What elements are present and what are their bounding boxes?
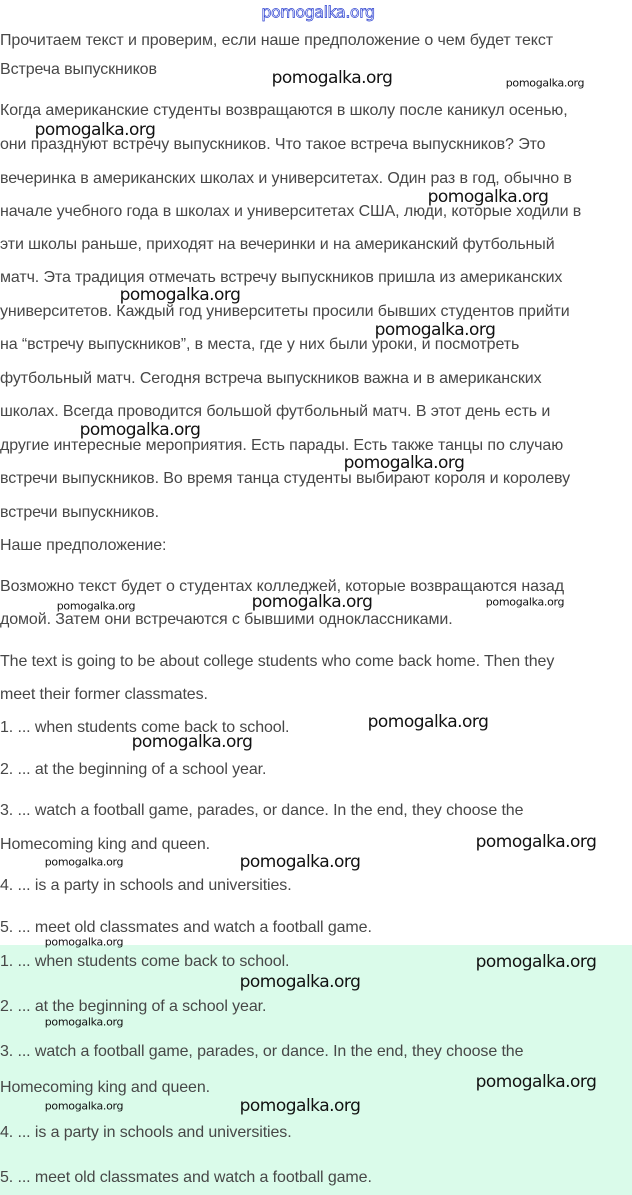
- text-line: 2. ... at the beginning of a school year.: [0, 998, 267, 1015]
- text-line: встречи выпускников. Во время танца студенты выбирают короля и королеву: [0, 470, 570, 487]
- text-line: Наше предположение:: [0, 537, 167, 554]
- watermark: pomogalka.org: [251, 592, 373, 612]
- text-line: The text is going to be about college students who come back home. Then they: [0, 653, 555, 670]
- text-line: 3. ... watch a football game, parades, or dance. In the end, they choose the: [0, 1043, 524, 1060]
- watermark: pomogalka.org: [119, 285, 241, 305]
- watermark: pomogalka.org: [374, 320, 496, 340]
- text-line: матч. Эта традиция отмечать встречу выпускников пришла из американских: [0, 269, 563, 286]
- watermark: pomogalka.org: [239, 1096, 361, 1116]
- text-line: Прочитаем текст и проверим, если наше предположение о чем будет текст: [0, 32, 553, 49]
- watermark: pomogalka.org: [239, 972, 361, 992]
- watermark: pomogalka.org: [44, 855, 124, 869]
- watermark: pomogalka.org: [56, 599, 136, 613]
- watermark: pomogalka.org: [475, 1072, 597, 1092]
- text-line: 4. ... is a party in schools and universities.: [0, 1124, 292, 1141]
- text-line: домой. Затем они встречаются с бывшими одноклассниками.: [0, 611, 453, 628]
- watermark: pomogalka.org: [79, 420, 201, 440]
- watermark: pomogalka.org: [34, 120, 156, 140]
- watermark: pomogalka.org: [131, 732, 253, 752]
- text-line: 5. ... meet old classmates and watch a football game.: [0, 1169, 372, 1186]
- text-line: эти школы раньше, приходят на вечеринки и на американский футбольный: [0, 236, 555, 253]
- watermark: pomogalka.org: [343, 453, 465, 473]
- watermark: pomogalka.org: [485, 595, 565, 609]
- text-line: 1. ... when students come back to school.: [0, 953, 290, 970]
- text-line: Встреча выпускников: [0, 61, 157, 78]
- text-line: они празднуют встречу выпускников. Что такое встреча выпускников? Это: [0, 136, 546, 153]
- text-line: вечеринка в американских школах и университетах. Один раз в год, обычно в: [0, 170, 572, 187]
- watermark: pomogalka.org: [505, 76, 585, 90]
- text-line: встречи выпускников.: [0, 504, 159, 521]
- text-line: Возможно текст будет о студентах колледжей, которые возвращаются назад: [0, 578, 564, 595]
- watermark: pomogalka.org: [239, 852, 361, 872]
- text-line: 2. ... at the beginning of a school year.: [0, 761, 267, 778]
- text-line: школах. Всегда проводится большой футбольный матч. В этот день есть и: [0, 403, 551, 420]
- watermark: pomogalka.org: [261, 2, 375, 22]
- watermark: pomogalka.org: [271, 68, 393, 88]
- text-line: другие интересные мероприятия. Есть парады. Есть также танцы по случаю: [0, 437, 564, 454]
- watermark: pomogalka.org: [367, 712, 489, 732]
- text-line: Когда американские студенты возвращаются в школу после каникул осенью,: [0, 102, 568, 119]
- text-line: 1. ... when students come back to school.: [0, 719, 290, 736]
- text-line: начале учебного года в школах и университетах США, люди, которые ходили в: [0, 203, 582, 220]
- watermark: pomogalka.org: [44, 1015, 124, 1029]
- text-line: на “встречу выпускников”, в места, где у них были уроки, и посмотреть: [0, 336, 520, 353]
- watermark: pomogalka.org: [44, 935, 124, 949]
- text-line: 5. ... meet old classmates and watch a football game.: [0, 919, 372, 936]
- text-line: Homecoming king and queen.: [0, 836, 210, 853]
- watermark: pomogalka.org: [475, 952, 597, 972]
- watermark: pomogalka.org: [475, 832, 597, 852]
- text-line: университетов. Каждый год университеты просили бывших студентов прийти: [0, 303, 570, 320]
- text-line: Homecoming king and queen.: [0, 1079, 210, 1096]
- text-line: 4. ... is a party in schools and universities.: [0, 877, 292, 894]
- watermark: pomogalka.org: [427, 187, 549, 207]
- watermark: pomogalka.org: [44, 1099, 124, 1113]
- text-line: meet their former classmates.: [0, 686, 208, 703]
- text-line: 3. ... watch a football game, parades, or dance. In the end, they choose the: [0, 802, 524, 819]
- text-line: футбольный матч. Сегодня встреча выпускников важна и в американских: [0, 370, 542, 387]
